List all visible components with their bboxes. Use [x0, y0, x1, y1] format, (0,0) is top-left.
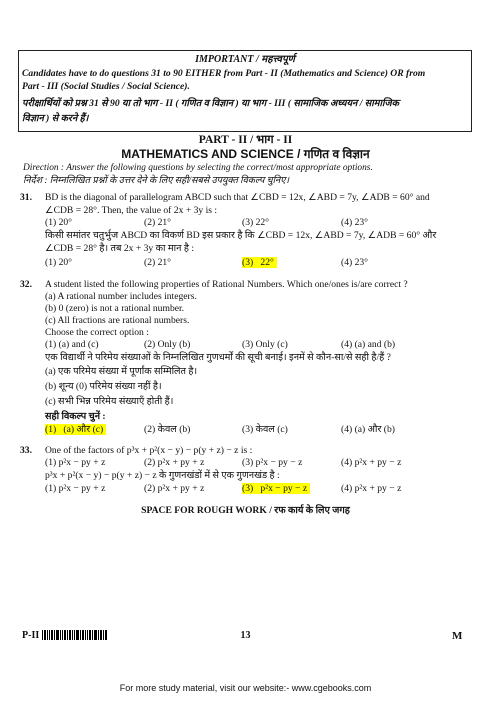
q33-en-option-4: (4) p²x + py − z [341, 457, 402, 468]
q32-hi-option-1-label: (1) [45, 424, 57, 435]
question-32-hindi-line-1: एक विद्यार्थी ने परिमेय संख्याओं के निम्नलिखित गुणधर्मों की सूची बनाई। इनमें से कौन-सा/से सही है/हैं ? [45, 352, 391, 363]
q32-hi-item-a: (a) एक परिमेय संख्या में पूर्णांक सम्मिलित है। [45, 366, 198, 377]
rough-work-label: SPACE FOR ROUGH WORK / रफ कार्य के लिए जगह [141, 505, 350, 516]
page-number: 13 [240, 630, 251, 641]
q31-en-option-3: (3) 22° [242, 217, 270, 228]
q32-en-option-4: (4) (a) and (b) [341, 339, 396, 350]
q32-hi-choose: सही विकल्प चुनें : [45, 411, 106, 422]
important-line-2: Part - III (Social Studies / Social Science). [22, 81, 190, 92]
q32-en-choose: Choose the correct option : [45, 327, 149, 338]
q32-hi-option-1-value: (a) और (c) [63, 424, 104, 435]
q32-hi-option-4: (4) (a) और (b) [341, 424, 395, 435]
q32-hi-option-2: (2) केवल (b) [144, 424, 191, 435]
q32-en-option-1: (1) (a) and (c) [45, 339, 99, 350]
q31-en-option-4: (4) 23° [341, 217, 369, 228]
paper-code: P-II [22, 630, 40, 641]
question-31-line-2: ∠CDB = 28°. Then, the value of 2x + 3y is : [45, 205, 218, 216]
question-32-number: 32. [20, 279, 32, 290]
question-33-hindi-line-1: p³x + p²(x − y) − p(y + z) − z के गुणनखंडों में से एक गुणनखंड है : [45, 470, 280, 481]
question-31-line-1: BD is the diagonal of parallelogram ABCD such that ∠CBD = 12x, ∠ABD = 7y, ∠ADB = 60° and [45, 192, 430, 203]
series-code: M [452, 630, 463, 642]
part-title: PART - II / भाग - II [198, 134, 293, 146]
important-heading: IMPORTANT / महत्त्वपूर्ण [195, 54, 295, 65]
q32-hi-item-c: (c) सभी भिन्न परिमेय संख्याएँ होती हैं। [45, 396, 174, 407]
q32-hi-option-1-highlighted [45, 424, 106, 435]
q33-en-option-3: (3) p²x − py − z [242, 457, 303, 468]
q31-en-option-2: (2) 21° [144, 217, 172, 228]
website-note: For more study material, visit our website:- www.cgebooks.com [119, 683, 372, 693]
direction-hindi: निर्देश : निम्नलिखित प्रश्नों के उत्तर देने के लिए सही/सबसे उपयुक्त विकल्प चुनिए। [23, 176, 289, 186]
q32-en-item-c: (c) All fractions are rational numbers. [45, 315, 190, 326]
q32-en-option-2: (2) Only (b) [144, 339, 191, 350]
important-line-1: Candidates have to do questions 31 to 90 EITHER from Part - II (Mathematics and Science) OR from [22, 68, 426, 79]
q32-en-item-a: (a) A rational number includes integers. [45, 291, 197, 302]
direction-english: Direction : Answer the following questions by selecting the correct/most appropriate options. [23, 163, 373, 173]
q31-hi-option-3-highlighted [242, 257, 277, 268]
important-line-4: विज्ञान ) से करने हैं। [22, 113, 89, 124]
q32-en-item-b: (b) 0 (zero) is not a rational number. [45, 303, 185, 314]
q32-hi-item-b: (b) शून्य (0) परिमेय संख्या नहीं है। [45, 381, 162, 392]
q31-hi-option-1: (1) 20° [45, 257, 73, 268]
important-line-3: परीक्षार्थियों को प्रश्न 31 से 90 या तो भाग - II ( गणित व विज्ञान ) या भाग - III ( सामाजिक अध्ययन / सामाजिक [22, 98, 399, 109]
question-31-number: 31. [20, 192, 32, 203]
q33-hi-option-1: (1) p²x − py + z [45, 483, 106, 494]
q33-hi-option-4: (4) p²x + py − z [341, 483, 402, 494]
q31-hi-option-2: (2) 21° [144, 257, 172, 268]
q32-en-option-3: (3) Only (c) [242, 339, 288, 350]
q33-hi-option-3-value: p²x − py − z [260, 483, 308, 494]
important-notice-box [18, 50, 472, 132]
q31-en-option-1: (1) 20° [45, 217, 73, 228]
q31-hi-option-4: (4) 23° [341, 257, 369, 268]
question-33-line-1: One of the factors of p³x + p²(x − y) − p(y + z) − z is : [45, 445, 253, 456]
q33-hi-option-2: (2) p²x + py + z [144, 483, 205, 494]
q33-hi-option-3-highlighted [242, 483, 310, 494]
q33-en-option-1: (1) p²x − py + z [45, 457, 106, 468]
question-31-hindi-line-2: ∠CDB = 28° है। तब 2x + 3y का मान है : [45, 243, 194, 254]
q33-en-option-2: (2) p²x + py + z [144, 457, 205, 468]
question-32-line-1: A student listed the following properties of Rational Numbers. Which one/ones is/are correct ? [45, 279, 408, 290]
q31-hi-option-3-value: 22° [260, 257, 274, 268]
q32-hi-option-3: (3) केवल (c) [242, 424, 288, 435]
question-33-number: 33. [20, 445, 32, 456]
q31-hi-option-3-label: (3) [242, 257, 254, 268]
question-31-hindi-line-1: किसी समांतर चतुर्भुज ABCD का विकर्ण BD इस प्रकार है कि ∠CBD = 12x, ∠ABD = 7y, ∠ADB = 60° और [45, 230, 437, 241]
subject-title: MATHEMATICS AND SCIENCE / गणित व विज्ञान [121, 147, 370, 161]
q33-hi-option-3-label: (3) [242, 483, 254, 494]
